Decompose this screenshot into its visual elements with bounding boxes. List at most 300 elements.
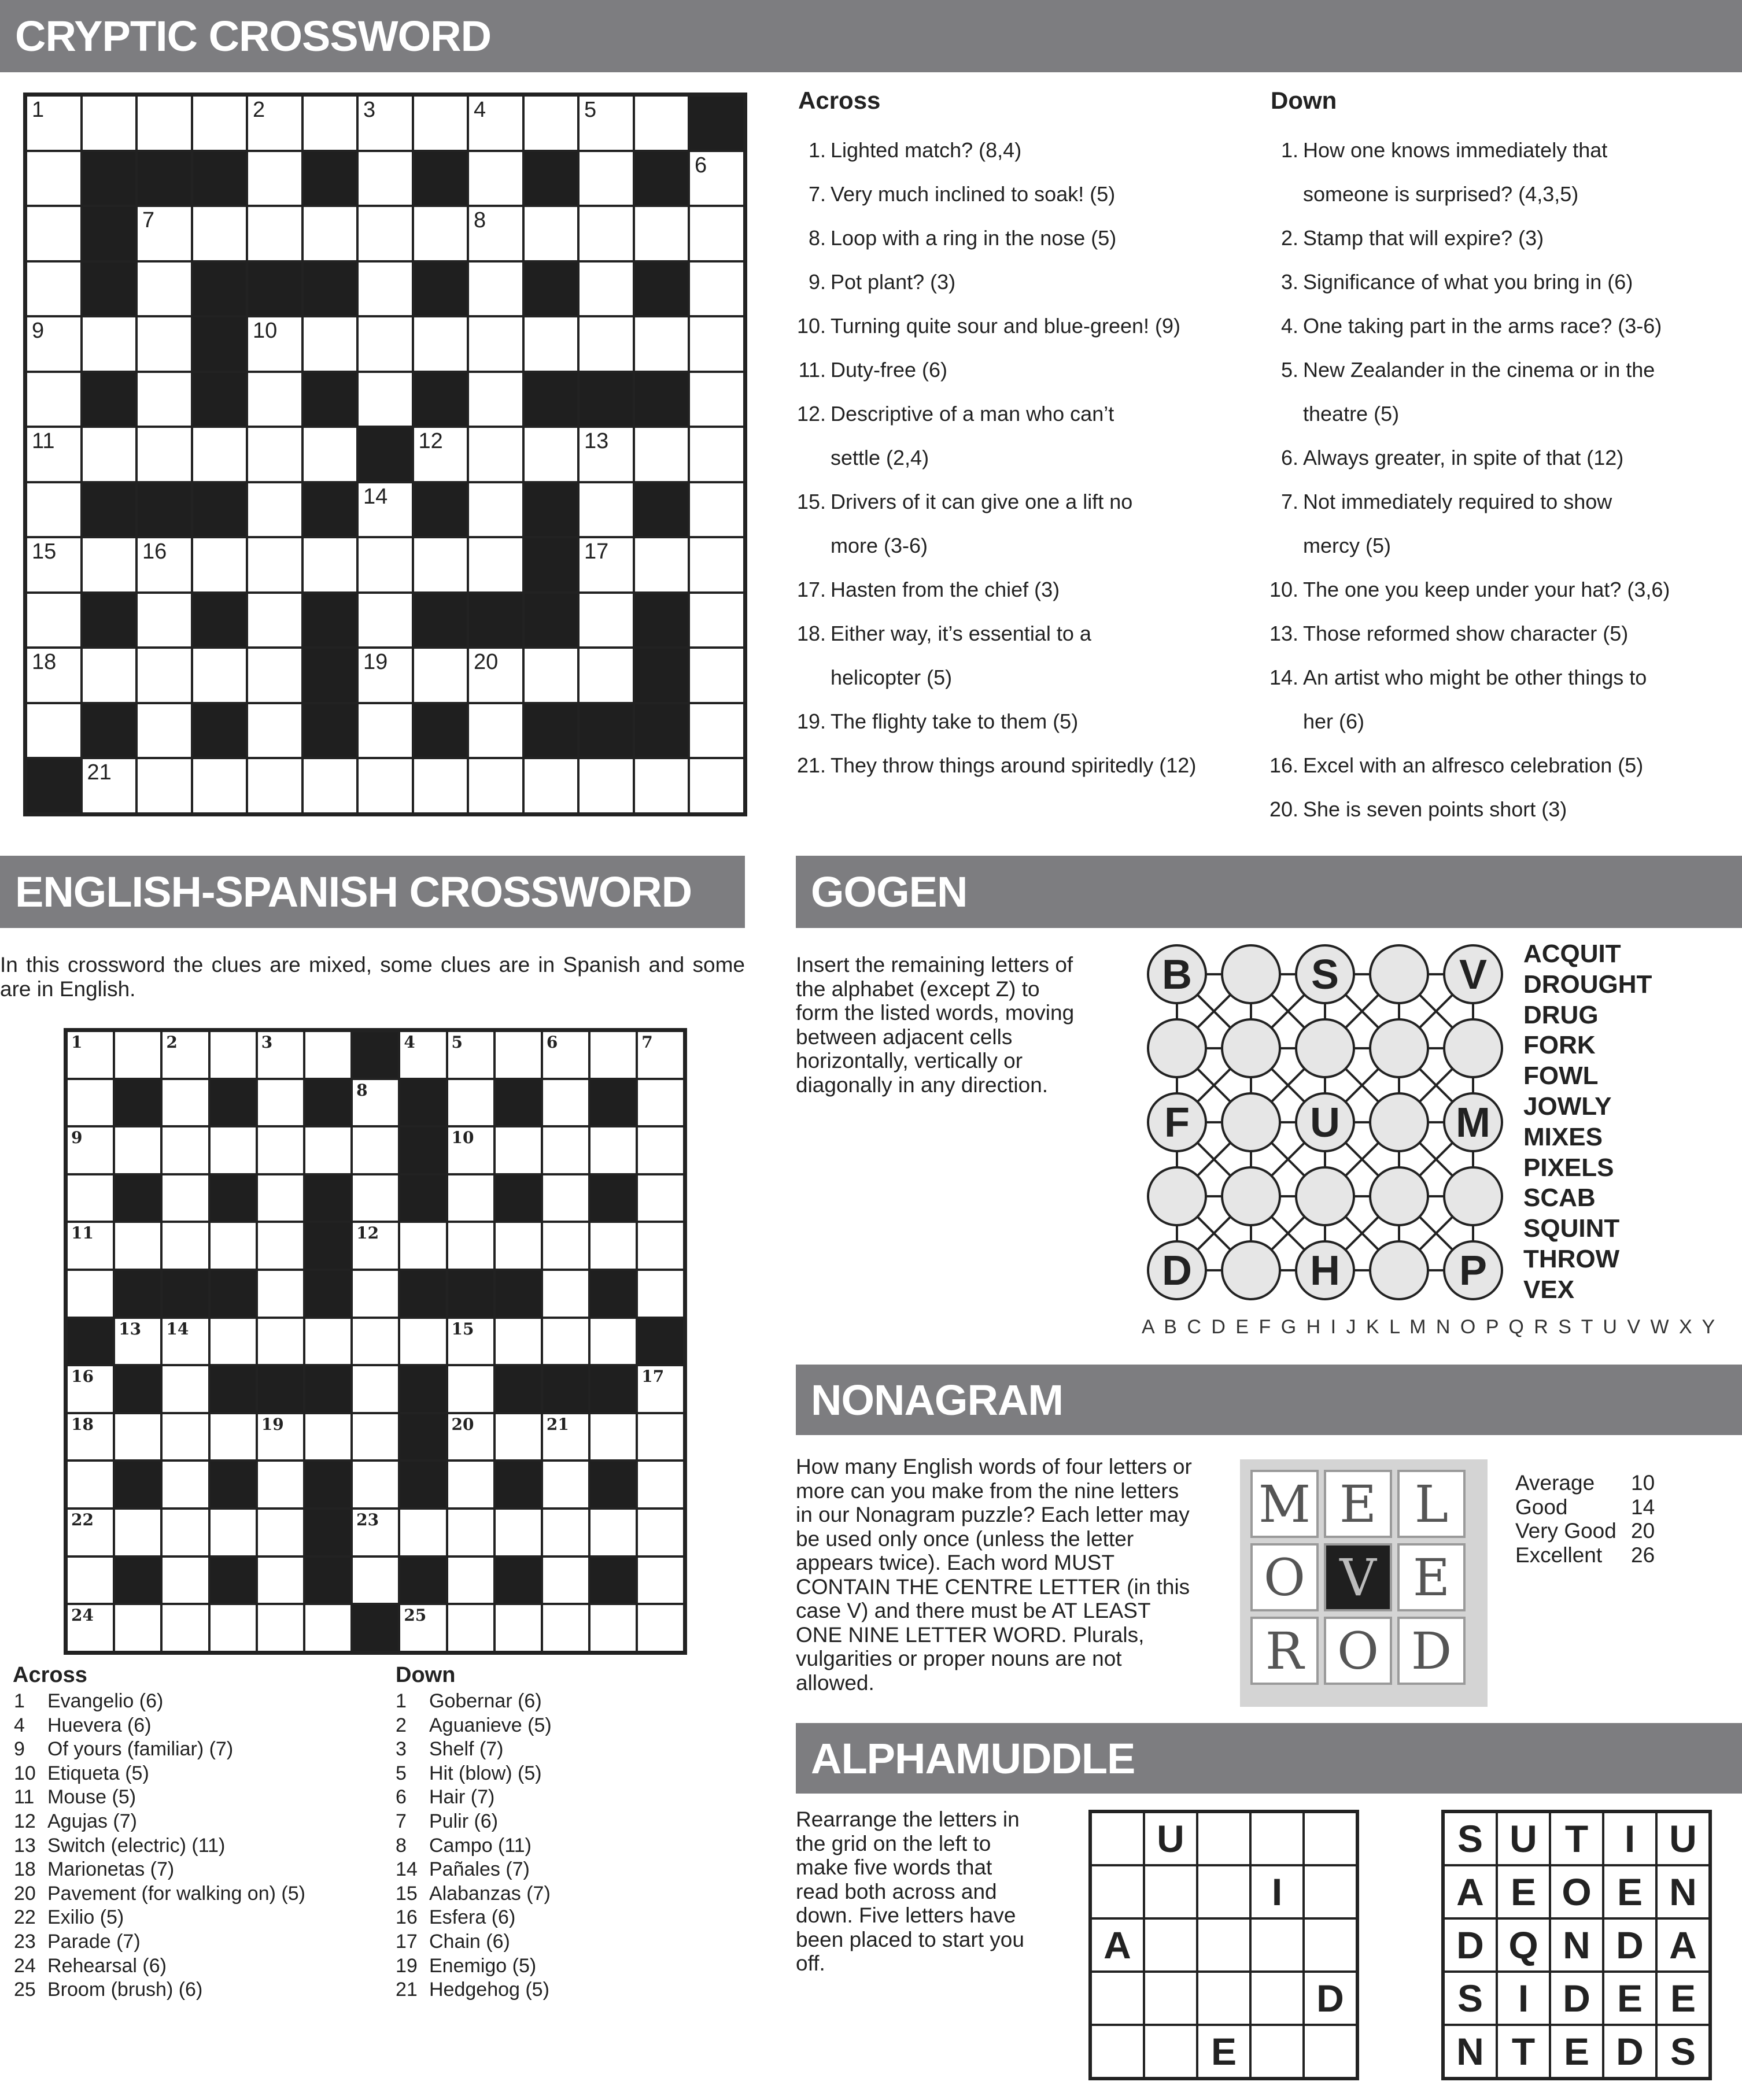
cryptic-cell[interactable] [468, 537, 523, 593]
english-spanish-cell[interactable] [494, 1604, 542, 1652]
english-spanish-cell[interactable] [399, 1604, 446, 1652]
english-spanish-across-clues [14, 1689, 384, 2002]
cryptic-cell[interactable] [82, 316, 137, 372]
alphamuddle-cell[interactable]: I [1250, 1865, 1304, 1918]
cryptic-cell[interactable] [136, 537, 192, 593]
english-spanish-cell[interactable] [542, 1174, 589, 1222]
gogen-cell[interactable] [1370, 1167, 1428, 1225]
gogen-cell[interactable] [1296, 1019, 1354, 1077]
cryptic-cell[interactable] [136, 648, 192, 703]
english-spanish-cell[interactable] [589, 1509, 637, 1556]
cryptic-cell[interactable] [136, 593, 192, 648]
english-spanish-cell[interactable] [399, 1031, 446, 1079]
english-spanish-cell[interactable] [637, 1509, 684, 1556]
english-spanish-cell[interactable] [447, 1174, 494, 1222]
cryptic-cell[interactable] [357, 95, 413, 151]
english-spanish-cell[interactable] [637, 1126, 684, 1174]
cryptic-cell[interactable] [468, 372, 523, 427]
english-spanish-cell[interactable] [161, 1556, 209, 1604]
english-spanish-cell[interactable] [257, 1509, 304, 1556]
alphamuddle-cell[interactable] [1144, 1918, 1197, 1972]
english-spanish-cell[interactable] [352, 1318, 399, 1366]
alphamuddle-cell[interactable] [1304, 2025, 1357, 2078]
cryptic-cell[interactable] [26, 316, 82, 372]
cryptic-cell[interactable] [578, 648, 634, 703]
cryptic-cell[interactable] [578, 316, 634, 372]
english-spanish-cell[interactable] [637, 1031, 684, 1079]
english-spanish-cell[interactable] [67, 1509, 114, 1556]
cryptic-cell[interactable] [357, 648, 413, 703]
gogen-cell[interactable] [1222, 1241, 1280, 1299]
english-spanish-cell[interactable] [589, 1222, 637, 1270]
gogen-cell[interactable] [1296, 1167, 1354, 1225]
english-spanish-cell[interactable] [114, 1604, 161, 1652]
english-spanish-cell[interactable] [114, 1126, 161, 1174]
clue [396, 1737, 743, 1762]
cryptic-cell[interactable] [357, 151, 413, 206]
cryptic-cell[interactable] [26, 261, 82, 317]
cryptic-cell[interactable] [413, 758, 468, 814]
english-spanish-cell[interactable] [257, 1126, 304, 1174]
english-spanish-cell[interactable] [494, 1318, 542, 1366]
english-spanish-cell[interactable] [589, 1413, 637, 1461]
english-spanish-cell[interactable] [67, 1604, 114, 1652]
english-spanish-black-square [447, 1270, 494, 1318]
cryptic-cell[interactable] [413, 648, 468, 703]
english-spanish-cell[interactable] [257, 1413, 304, 1461]
english-spanish-cell[interactable] [352, 1413, 399, 1461]
cryptic-black-square [578, 372, 634, 427]
clue-number: 7. [808, 182, 826, 206]
cryptic-cell[interactable] [578, 206, 634, 261]
english-spanish-cell[interactable] [494, 1413, 542, 1461]
alphamuddle-cell[interactable] [1304, 1812, 1357, 1865]
english-spanish-cell[interactable] [161, 1365, 209, 1413]
cryptic-cell[interactable] [578, 537, 634, 593]
clue-number: 5 [396, 1762, 407, 1784]
english-spanish-cell[interactable] [542, 1079, 589, 1127]
english-spanish-cell[interactable] [257, 1270, 304, 1318]
cryptic-cell[interactable] [192, 537, 248, 593]
english-spanish-across-heading: Across [13, 1663, 87, 1687]
alphamuddle-cell[interactable] [1197, 1972, 1250, 2025]
clue [396, 1714, 743, 1738]
english-spanish-cell[interactable] [304, 1413, 352, 1461]
english-spanish-cell[interactable] [161, 1126, 209, 1174]
cryptic-cell[interactable] [468, 151, 523, 206]
cryptic-cell[interactable] [26, 482, 82, 538]
cryptic-cell[interactable] [413, 206, 468, 261]
cryptic-cell[interactable] [247, 703, 302, 759]
english-spanish-cell[interactable] [114, 1509, 161, 1556]
english-spanish-cell[interactable] [209, 1509, 257, 1556]
alphamuddle-cell[interactable] [1091, 1865, 1144, 1918]
cryptic-cell[interactable] [26, 151, 82, 206]
cryptic-cell[interactable] [357, 758, 413, 814]
english-spanish-cell[interactable] [257, 1222, 304, 1270]
cryptic-cell[interactable] [468, 316, 523, 372]
alphamuddle-cell[interactable]: E [1197, 2025, 1250, 2078]
cryptic-cell[interactable] [247, 206, 302, 261]
english-spanish-cell[interactable] [161, 1604, 209, 1652]
cryptic-cell[interactable] [136, 427, 192, 482]
english-spanish-cell[interactable] [399, 1222, 446, 1270]
english-spanish-cell[interactable] [209, 1126, 257, 1174]
english-spanish-cell[interactable] [352, 1222, 399, 1270]
clue-text: her (6) [1303, 709, 1365, 733]
cryptic-cell[interactable] [634, 95, 689, 151]
cryptic-cell[interactable] [468, 703, 523, 759]
alphamuddle-cell[interactable] [1304, 1865, 1357, 1918]
gogen-cell[interactable] [1222, 1167, 1280, 1225]
cryptic-cell[interactable] [136, 261, 192, 317]
english-spanish-cell[interactable] [542, 1222, 589, 1270]
cryptic-cell[interactable] [468, 95, 523, 151]
gogen-cell[interactable] [1148, 1167, 1206, 1225]
english-spanish-cell[interactable] [304, 1126, 352, 1174]
cryptic-cell[interactable] [82, 537, 137, 593]
english-spanish-cell[interactable] [257, 1556, 304, 1604]
english-spanish-cell[interactable] [257, 1461, 304, 1509]
nonagram-letter: O [1324, 1617, 1392, 1685]
english-spanish-cell[interactable] [637, 1174, 684, 1222]
english-spanish-cell[interactable] [542, 1318, 589, 1366]
cryptic-cell[interactable] [302, 316, 358, 372]
cryptic-cell[interactable] [523, 427, 579, 482]
cryptic-cell[interactable] [357, 372, 413, 427]
cryptic-cell[interactable] [192, 427, 248, 482]
english-spanish-cell[interactable] [67, 1126, 114, 1174]
cryptic-black-square [689, 95, 744, 151]
cryptic-cell[interactable] [523, 758, 579, 814]
english-spanish-cell[interactable] [161, 1509, 209, 1556]
english-spanish-cell[interactable] [637, 1079, 684, 1127]
english-spanish-cell[interactable] [589, 1126, 637, 1174]
english-spanish-cell[interactable] [352, 1126, 399, 1174]
cryptic-cell[interactable] [689, 151, 744, 206]
cryptic-cell[interactable] [468, 482, 523, 538]
cryptic-cell[interactable] [192, 95, 248, 151]
gogen-cell[interactable] [1222, 1093, 1280, 1151]
cryptic-cell[interactable] [26, 648, 82, 703]
english-spanish-cell[interactable] [209, 1031, 257, 1079]
english-spanish-cell[interactable] [447, 1079, 494, 1127]
english-spanish-cell[interactable] [67, 1079, 114, 1127]
cryptic-cell[interactable] [247, 482, 302, 538]
english-spanish-cell[interactable] [494, 1031, 542, 1079]
english-spanish-cell[interactable] [542, 1604, 589, 1652]
cryptic-cell[interactable] [357, 593, 413, 648]
english-spanish-cell[interactable] [67, 1222, 114, 1270]
cryptic-cell[interactable] [247, 593, 302, 648]
cryptic-cell[interactable] [578, 593, 634, 648]
english-spanish-cell[interactable] [542, 1270, 589, 1318]
cryptic-cell[interactable] [689, 482, 744, 538]
english-spanish-cell[interactable] [637, 1413, 684, 1461]
english-spanish-cell[interactable] [114, 1222, 161, 1270]
alphamuddle-cell[interactable] [1197, 1918, 1250, 1972]
english-spanish-cell[interactable] [447, 1461, 494, 1509]
english-spanish-cell[interactable] [589, 1031, 637, 1079]
cryptic-cell[interactable] [26, 593, 82, 648]
cryptic-cell[interactable] [192, 206, 248, 261]
clue-number [1265, 524, 1298, 568]
cryptic-cell[interactable] [523, 648, 579, 703]
english-spanish-cell[interactable] [209, 1222, 257, 1270]
gogen-cell[interactable] [1222, 945, 1280, 1003]
cryptic-cell[interactable] [634, 206, 689, 261]
english-spanish-cell[interactable] [589, 1318, 637, 1366]
english-spanish-cell[interactable] [447, 1365, 494, 1413]
cryptic-cell[interactable] [26, 206, 82, 261]
english-spanish-cell[interactable] [209, 1604, 257, 1652]
cryptic-cell[interactable] [26, 537, 82, 593]
cryptic-cell[interactable] [689, 206, 744, 261]
cryptic-cell[interactable] [247, 648, 302, 703]
cryptic-cell[interactable] [302, 95, 358, 151]
english-spanish-cell[interactable] [304, 1318, 352, 1366]
cryptic-cell[interactable] [247, 372, 302, 427]
english-spanish-cell[interactable] [161, 1031, 209, 1079]
english-spanish-cell[interactable] [542, 1126, 589, 1174]
cryptic-cell[interactable] [634, 316, 689, 372]
cryptic-cell[interactable] [634, 427, 689, 482]
gogen-cell[interactable] [1370, 1093, 1428, 1151]
cryptic-cell[interactable] [136, 206, 192, 261]
english-spanish-cell[interactable] [494, 1509, 542, 1556]
english-spanish-cell[interactable] [542, 1556, 589, 1604]
cryptic-cell[interactable] [302, 206, 358, 261]
cryptic-cell[interactable] [578, 758, 634, 814]
english-spanish-cell[interactable] [67, 1365, 114, 1413]
english-spanish-cell[interactable] [589, 1604, 637, 1652]
english-spanish-cell[interactable] [542, 1461, 589, 1509]
english-spanish-cell[interactable] [352, 1174, 399, 1222]
cryptic-cell[interactable] [302, 537, 358, 593]
cryptic-cell[interactable] [82, 758, 137, 814]
alphamuddle-cell[interactable] [1250, 1812, 1304, 1865]
alphamuddle-cell[interactable] [1144, 2025, 1197, 2078]
gogen-cell[interactable] [1370, 1019, 1428, 1077]
english-spanish-cell[interactable] [352, 1270, 399, 1318]
english-spanish-cell[interactable] [542, 1031, 589, 1079]
cryptic-cell[interactable] [413, 316, 468, 372]
english-spanish-cell[interactable] [447, 1413, 494, 1461]
cryptic-cell[interactable] [689, 261, 744, 317]
cryptic-cell[interactable] [247, 316, 302, 372]
cryptic-cell[interactable] [689, 758, 744, 814]
cryptic-cell[interactable] [136, 758, 192, 814]
cryptic-cell[interactable] [26, 427, 82, 482]
english-spanish-cell[interactable] [67, 1556, 114, 1604]
cryptic-cell[interactable] [357, 482, 413, 538]
cryptic-cell[interactable] [578, 482, 634, 538]
cryptic-cell[interactable] [136, 95, 192, 151]
english-spanish-cell[interactable] [114, 1413, 161, 1461]
cryptic-cell[interactable] [689, 703, 744, 759]
english-spanish-cell[interactable] [114, 1318, 161, 1366]
english-spanish-cell[interactable] [447, 1604, 494, 1652]
english-spanish-cell[interactable] [637, 1365, 684, 1413]
english-spanish-cell[interactable] [114, 1031, 161, 1079]
english-spanish-cell[interactable] [447, 1126, 494, 1174]
cryptic-cell[interactable] [247, 758, 302, 814]
alphamuddle-cell[interactable] [1144, 1865, 1197, 1918]
cryptic-cell[interactable] [192, 648, 248, 703]
english-spanish-cell[interactable] [257, 1174, 304, 1222]
alphamuddle-cell[interactable] [1197, 1865, 1250, 1918]
english-spanish-cell[interactable] [447, 1556, 494, 1604]
gogen-cell[interactable] [1370, 945, 1428, 1003]
cryptic-cell[interactable] [634, 758, 689, 814]
cryptic-cell[interactable] [82, 648, 137, 703]
cryptic-cell[interactable] [302, 427, 358, 482]
english-spanish-cell[interactable] [209, 1413, 257, 1461]
english-spanish-cell[interactable] [352, 1461, 399, 1509]
english-spanish-cell[interactable] [209, 1318, 257, 1366]
clue-text: Enemigo (5) [429, 1954, 537, 1977]
cryptic-cell[interactable] [468, 648, 523, 703]
alphamuddle-cell[interactable] [1091, 1972, 1144, 2025]
english-spanish-cell[interactable] [67, 1270, 114, 1318]
alphamuddle-cell[interactable] [1250, 1972, 1304, 2025]
english-spanish-cell[interactable] [161, 1413, 209, 1461]
cryptic-cell[interactable] [689, 427, 744, 482]
english-spanish-cell[interactable] [67, 1461, 114, 1509]
alphamuddle-cell[interactable] [1091, 2025, 1144, 2078]
clue [14, 1762, 384, 1786]
clue [396, 1810, 743, 1834]
english-spanish-cell[interactable] [257, 1604, 304, 1652]
cryptic-cell[interactable] [689, 648, 744, 703]
cryptic-cell[interactable] [468, 261, 523, 317]
cryptic-cell[interactable] [523, 95, 579, 151]
english-spanish-cell[interactable] [447, 1509, 494, 1556]
nonagram-letter: L [1397, 1470, 1466, 1538]
english-spanish-cell[interactable] [161, 1461, 209, 1509]
cryptic-cell[interactable] [357, 261, 413, 317]
cryptic-cell[interactable] [26, 703, 82, 759]
cryptic-cell[interactable] [357, 537, 413, 593]
cryptic-cell[interactable] [468, 427, 523, 482]
english-spanish-cell[interactable] [257, 1318, 304, 1366]
cryptic-cell[interactable] [357, 206, 413, 261]
english-spanish-cell[interactable] [67, 1413, 114, 1461]
alphamuddle-cell[interactable]: U [1144, 1812, 1197, 1865]
english-spanish-cell[interactable] [352, 1509, 399, 1556]
cryptic-cell[interactable] [689, 537, 744, 593]
cryptic-cell[interactable] [578, 427, 634, 482]
alphamuddle-cell[interactable] [1250, 1918, 1304, 1972]
clue [14, 1689, 384, 1714]
cryptic-cell[interactable] [82, 95, 137, 151]
english-spanish-cell[interactable] [161, 1318, 209, 1366]
english-spanish-clue-number: 21 [546, 1414, 569, 1434]
cryptic-cell[interactable] [413, 95, 468, 151]
english-spanish-cell[interactable] [161, 1222, 209, 1270]
english-spanish-cell[interactable] [637, 1604, 684, 1652]
english-spanish-cell[interactable] [67, 1031, 114, 1079]
english-spanish-cell[interactable] [542, 1509, 589, 1556]
english-spanish-cell[interactable] [494, 1126, 542, 1174]
cryptic-cell[interactable] [136, 703, 192, 759]
english-spanish-cell[interactable] [352, 1365, 399, 1413]
cryptic-cell[interactable] [302, 758, 358, 814]
english-spanish-cell[interactable] [161, 1079, 209, 1127]
gogen-cell[interactable] [1370, 1241, 1428, 1299]
english-spanish-cell[interactable] [447, 1031, 494, 1079]
alphamuddle-cell[interactable]: A [1091, 1918, 1144, 1972]
english-spanish-cell[interactable] [494, 1222, 542, 1270]
gogen-cell[interactable] [1444, 1167, 1502, 1225]
cryptic-cell[interactable] [634, 537, 689, 593]
alphamuddle-cell[interactable] [1197, 1812, 1250, 1865]
cryptic-cell[interactable] [357, 316, 413, 372]
cryptic-black-square [192, 372, 248, 427]
english-spanish-cell[interactable] [161, 1174, 209, 1222]
alphamuddle-cell[interactable] [1250, 2025, 1304, 2078]
english-spanish-cell[interactable] [399, 1318, 446, 1366]
cryptic-cell[interactable] [26, 95, 82, 151]
alphamuddle-cell[interactable]: D [1304, 1972, 1357, 2025]
english-spanish-cell[interactable] [67, 1174, 114, 1222]
cryptic-cell[interactable] [689, 372, 744, 427]
english-spanish-cell[interactable] [399, 1509, 446, 1556]
cryptic-cell[interactable] [689, 316, 744, 372]
cryptic-cell[interactable] [578, 151, 634, 206]
cryptic-cell[interactable] [247, 537, 302, 593]
cryptic-cell[interactable] [523, 206, 579, 261]
cryptic-cell[interactable] [247, 427, 302, 482]
english-spanish-cell[interactable] [637, 1556, 684, 1604]
gogen-cell[interactable] [1148, 1019, 1206, 1077]
cryptic-cell[interactable] [82, 427, 137, 482]
cryptic-cell[interactable] [413, 427, 468, 482]
english-spanish-cell[interactable] [447, 1318, 494, 1366]
cryptic-cell[interactable] [578, 95, 634, 151]
cryptic-cell[interactable] [413, 537, 468, 593]
gogen-cell[interactable] [1444, 1019, 1502, 1077]
english-spanish-cell[interactable] [542, 1413, 589, 1461]
cryptic-cell[interactable] [136, 316, 192, 372]
english-spanish-cell[interactable] [257, 1031, 304, 1079]
gogen-cell[interactable] [1222, 1019, 1280, 1077]
alphamuddle-cell[interactable] [1144, 1972, 1197, 2025]
english-spanish-cell[interactable] [304, 1604, 352, 1652]
english-spanish-cell[interactable] [352, 1079, 399, 1127]
alphamuddle-cell[interactable] [1091, 1812, 1144, 1865]
cryptic-cell[interactable] [468, 206, 523, 261]
english-spanish-cell[interactable] [257, 1079, 304, 1127]
cryptic-cell[interactable] [136, 372, 192, 427]
english-spanish-cell[interactable] [304, 1031, 352, 1079]
english-spanish-cell[interactable] [637, 1270, 684, 1318]
cryptic-cell[interactable] [192, 758, 248, 814]
english-spanish-cell[interactable] [447, 1222, 494, 1270]
cryptic-cell[interactable] [689, 593, 744, 648]
english-spanish-cell[interactable] [352, 1556, 399, 1604]
cryptic-cell[interactable] [578, 261, 634, 317]
cryptic-cell[interactable] [247, 95, 302, 151]
alphamuddle-cell[interactable] [1304, 1918, 1357, 1972]
cryptic-cell[interactable] [523, 316, 579, 372]
english-spanish-cell[interactable] [637, 1461, 684, 1509]
cryptic-cell[interactable] [357, 703, 413, 759]
cryptic-cell[interactable] [26, 372, 82, 427]
cryptic-cell[interactable] [468, 758, 523, 814]
english-spanish-cell[interactable] [637, 1222, 684, 1270]
cryptic-cell[interactable] [247, 151, 302, 206]
